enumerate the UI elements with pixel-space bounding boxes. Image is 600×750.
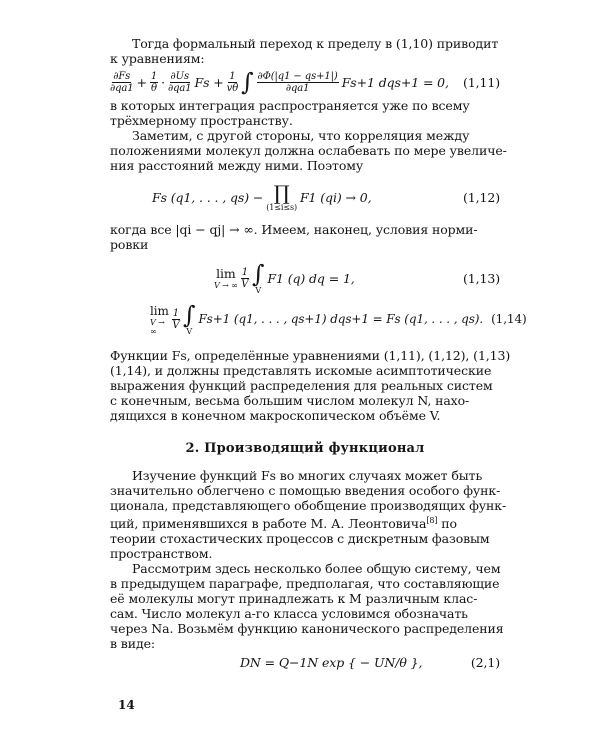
paragraph-6: [110, 468, 507, 562]
citation-ref: [8]: [426, 516, 438, 525]
product-sign: ∏ (1≤i≤s): [266, 181, 297, 212]
text-line: ровки: [110, 237, 149, 252]
text-line: трёхмерному пространству.: [110, 113, 293, 128]
fraction: $\frac{\partial\Phi(|q1 - qs+1|)}{\partial qa1}$: [257, 70, 338, 94]
text-line: через Na. Возьмём функцию канонического распределения: [110, 621, 504, 637]
text-line: ционала, представляющего обобщение производящих функ-: [110, 498, 507, 513]
text-line: выражения функций распределения для реальных систем: [110, 378, 493, 393]
equation-2-1: DN = Q−1N exp { − UN/θ }, (2,1): [240, 655, 500, 671]
equation-1-12: Fs (q1, . . . , qs) − ∏ (1≤i≤s) F1 (qi) → 0, (1,12): [152, 181, 500, 212]
equation-number: (1,13): [463, 271, 500, 286]
limit: lim V → ∞: [150, 303, 169, 336]
fraction: $\frac{1}{v\theta}$: [226, 70, 239, 94]
integral-sign: ∫ V: [252, 260, 265, 295]
text-line: теории стохастических процессов с дискретным фазовым: [110, 531, 490, 547]
fraction: $\frac{1}{V}$: [172, 308, 180, 331]
text-line: Изучение функций Fs во многих случаях может быть: [132, 468, 483, 483]
equation-1-13: lim V → ∞ $\frac{1}{V}$ ∫ V F1 (q) dq = 1, (1,13): [214, 260, 500, 295]
equation-1-14: lim V → ∞ $\frac{1}{V}$ ∫ V Fs+1 (q1, . . . , qs+1) dqs+1 = Fs (q1, . . . , qs). (1,14): [150, 301, 527, 336]
fraction: $\frac{1}{\theta}$: [150, 70, 158, 94]
text-line: ния расстояний между ними. Поэтому: [110, 158, 364, 173]
text-line: в предыдущем параграфе, предполагая, что составляющие: [110, 576, 500, 592]
text-line: (1,14), и должны представлять искомые асимптотические: [110, 363, 492, 378]
text-line: Заметим, с другой стороны, что корреляция между: [132, 128, 470, 143]
page-body: [110, 36, 527, 671]
fraction: $\frac{\partial Us}{\partial qa1}$: [168, 70, 192, 94]
equation-number: (1,12): [463, 190, 500, 205]
equation-1-11: $\frac{\partial Fs}{\partial qa1}$ + $\frac{1}{\theta}$ · $\frac{\partial Us}{\partial qa1}$ Fs + $\frac{1}{v\theta}$ ∫ $\frac{\partial\Phi(|q1 - qs+1|)}{\partial qa1}$ Fs+1 dqs+1 = 0, (1,11): [110, 68, 500, 96]
fraction: $\frac{1}{V}$: [241, 267, 249, 290]
fraction: $\frac{\partial Fs}{\partial qa1}$: [110, 70, 134, 94]
paragraph-3: [110, 128, 507, 173]
text-line: к уравнениям:: [110, 51, 205, 66]
paragraph-5: [110, 348, 511, 423]
text-line: её молекулы могут принадлежать к M различным клас-: [110, 591, 478, 607]
paragraph-4: [110, 222, 500, 252]
page-number: 14: [118, 698, 135, 712]
text-line: Функции Fs, определённые уравнениями (1,11), (1,12), (1,13): [110, 348, 511, 363]
integral-sign: ∫ V: [183, 301, 196, 336]
text-line: с конечным, весьма большим числом молекул N, нахо-: [110, 393, 470, 408]
equation-number: (2,1): [470, 655, 500, 671]
paragraph-1: [110, 36, 500, 66]
text-line: пространством.: [110, 546, 213, 562]
text-line: когда все |qi − qj| → ∞. Имеем, наконец, условия норми-: [110, 222, 478, 237]
equation-number: (1,14): [491, 312, 527, 326]
text-line: ций, применявшихся в работе М. А. Леонтовича[8] по: [110, 516, 457, 532]
section-title: 2. Производящий функционал: [185, 441, 425, 456]
text-line: дящихся в конечном макроскопическом объёме V.: [110, 408, 441, 423]
equation-number: (1,11): [463, 74, 500, 90]
text-line: значительно облегчено с помощью введения особого функ-: [110, 483, 501, 498]
text-line: Рассмотрим здесь несколько более общую систему, чем: [132, 561, 501, 577]
text-line: в которых интеграция распространяется уже по всему: [110, 98, 470, 113]
integral-sign: ∫: [241, 68, 254, 96]
text-line: положениями молекул должна ослабевать по мере увеличе-: [110, 143, 507, 158]
text-line: в виде:: [110, 636, 155, 652]
limit: lim V → ∞: [214, 266, 238, 290]
text-line: Тогда формальный переход к пределу в (1,10) приводит: [132, 36, 499, 51]
text-line: сам. Число молекул a-го класса условимся обозначать: [110, 606, 468, 622]
paragraph-2: [110, 98, 500, 128]
paragraph-7: [110, 561, 504, 652]
